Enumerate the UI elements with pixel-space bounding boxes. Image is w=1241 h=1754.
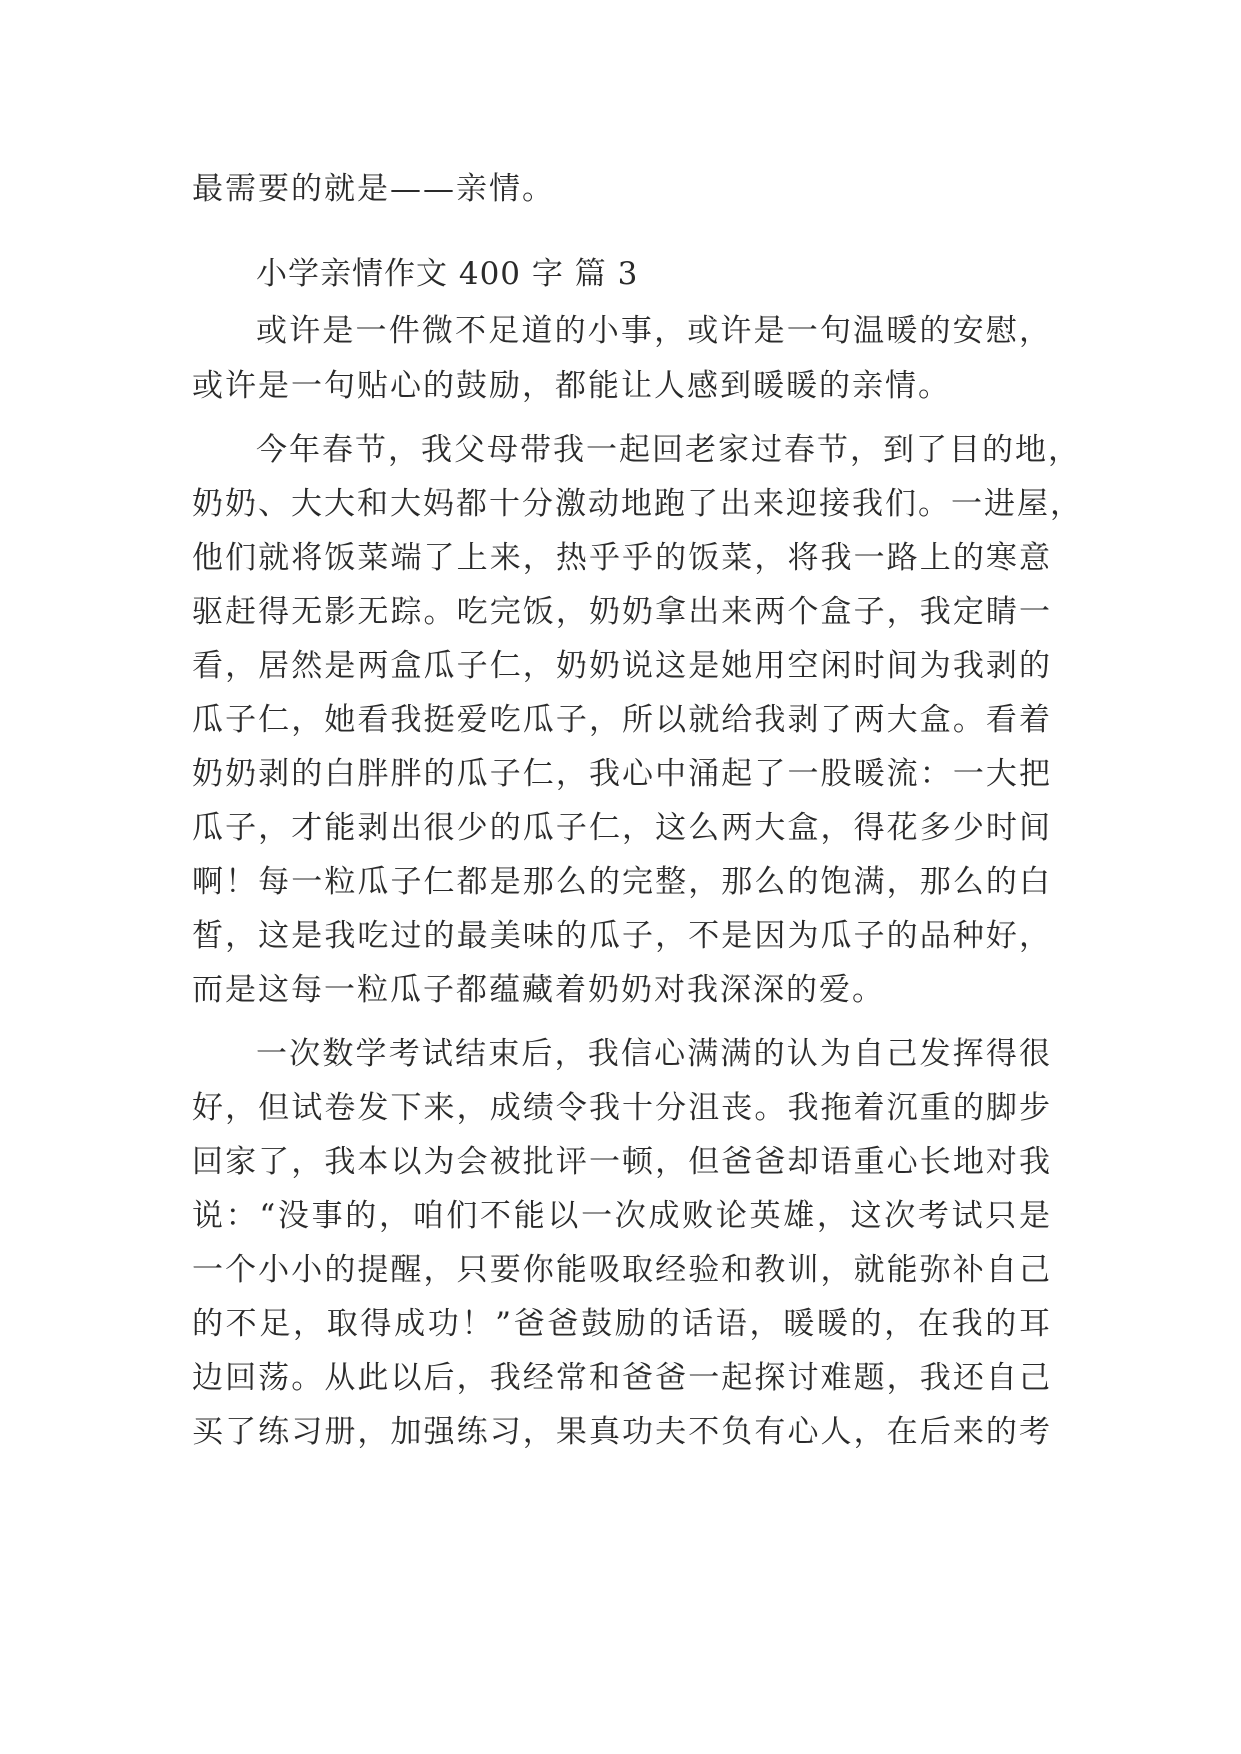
paragraph-1-line-1: 或许是一件微不足道的小事，或许是一句温暖的安慰，: [256, 313, 1052, 349]
paragraph-3-line-5: 一个小小的提醒，只要你能吸取经验和教训，就能弥补自己: [192, 1252, 1052, 1288]
paragraph-3-line-8: 买了练习册，加强练习，果真功夫不负有心人，在后来的考: [192, 1414, 1052, 1450]
paragraph-2-line-7: 奶奶剥的白胖胖的瓜子仁，我心中涌起了一股暖流：一大把: [192, 756, 1052, 792]
paragraph-2-line-3: 他们就将饭菜端了上来，热乎乎的饭菜，将我一路上的寒意: [192, 540, 1052, 576]
paragraph-3-line-3: 回家了，我本以为会被批评一顿，但爸爸却语重心长地对我: [192, 1144, 1052, 1180]
paragraph-3-line-1: 一次数学考试结束后，我信心满满的认为自己发挥得很: [256, 1036, 1052, 1072]
paragraph-2-line-8: 瓜子，才能剥出很少的瓜子仁，这么两大盒，得花多少时间: [192, 810, 1052, 846]
paragraph-2-line-6: 瓜子仁，她看我挺爱吃瓜子，所以就给我剥了两大盒。看着: [192, 702, 1052, 738]
paragraph-3-line-7: 边回荡。从此以后，我经常和爸爸一起探讨难题，我还自己: [192, 1360, 1052, 1396]
paragraph-2-line-4: 驱赶得无影无踪。吃完饭，奶奶拿出来两个盒子，我定睛一: [192, 594, 1052, 630]
section-title: 小学亲情作文 400 字 篇 3: [256, 256, 639, 292]
paragraph-2-line-11: 而是这每一粒瓜子都蕴藏着奶奶对我深深的爱。: [192, 972, 885, 1008]
paragraph-2-line-2: 奶奶、大大和大妈都十分激动地跑了出来迎接我们。一进屋，: [192, 486, 1083, 522]
paragraph-3-line-2: 好，但试卷发下来，成绩令我十分沮丧。我拖着沉重的脚步: [192, 1090, 1052, 1126]
paragraph-2-line-1: 今年春节，我父母带我一起回老家过春节，到了目的地，: [256, 432, 1081, 468]
paragraph-2-line-9: 啊！每一粒瓜子仁都是那么的完整，那么的饱满，那么的白: [192, 864, 1052, 900]
paragraph-3-line-4: 说：“没事的，咱们不能以一次成败论英雄，这次考试只是: [192, 1198, 1052, 1234]
paragraph-3-line-6: 的不足，取得成功！”爸爸鼓励的话语，暖暖的，在我的耳: [192, 1306, 1052, 1342]
paragraph-2-line-5: 看，居然是两盒瓜子仁，奶奶说这是她用空闲时间为我剥的: [192, 648, 1052, 684]
intro-tail-line: 最需要的就是——亲情。: [192, 171, 555, 207]
paragraph-1-line-2: 或许是一句贴心的鼓励，都能让人感到暖暖的亲情。: [192, 368, 951, 404]
paragraph-2-line-10: 皙，这是我吃过的最美味的瓜子，不是因为瓜子的品种好，: [192, 918, 1052, 954]
